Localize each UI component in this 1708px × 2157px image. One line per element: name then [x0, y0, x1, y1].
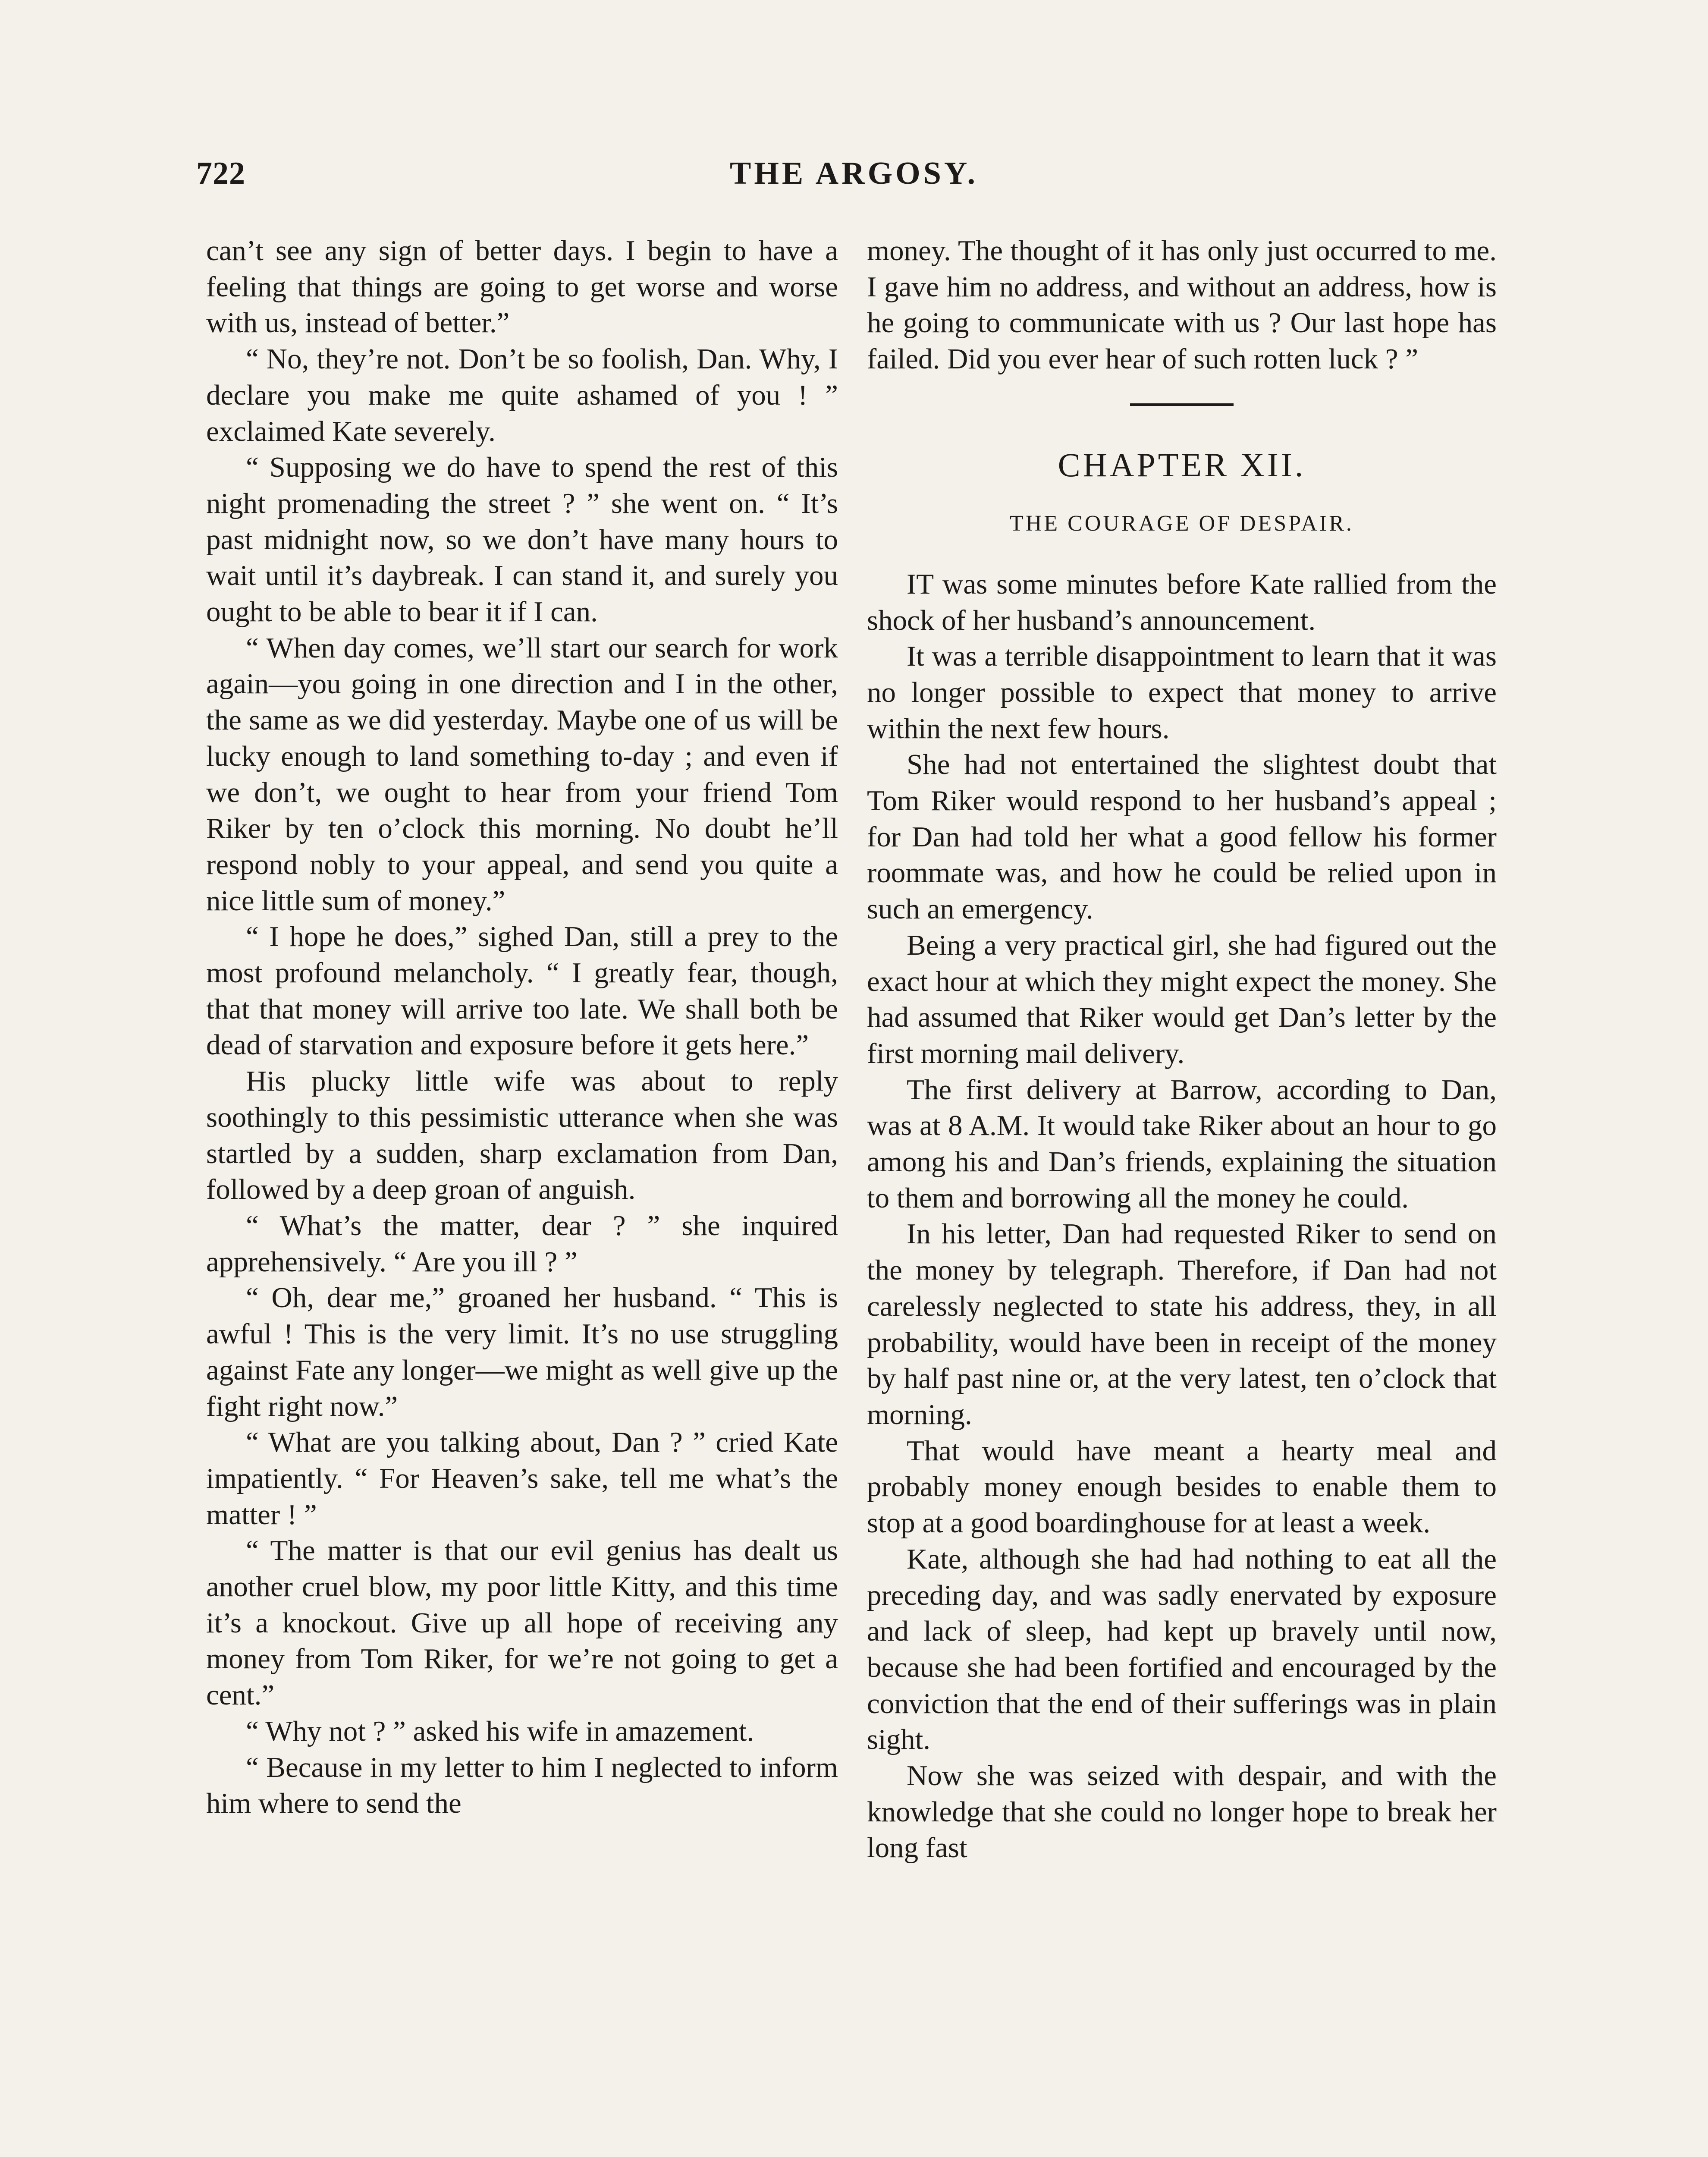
paragraph: Being a very practical girl, she had figured out the exact hour at which they might expect the money. She had assumed that Riker would get Dan’s letter by the first morning mail delivery. [867, 929, 1497, 1069]
page-number: 722 [196, 156, 245, 191]
paragraph: “ I hope he does,” sighed Dan, still a prey to the most profound melancholy. “ I greatly fear, though, that that money will arrive too late. We shall both be dead of starvation and exposure before it gets here.” [206, 921, 838, 1061]
paragraph: “ What are you talking about, Dan ? ” cried Kate impatiently. “ For Heaven’s sake, tell me what’s the matter ! ” [206, 1426, 838, 1531]
paragraph: In his letter, Dan had requested Riker to send on the money by telegraph. Therefore, if Dan had not carelessly neglected to state his address, they, in all probability, would have been in receipt of the money by half past nine or, at the very latest, ten o’clock that morning. [867, 1218, 1497, 1431]
paragraph: IT was some minutes before Kate rallied from the shock of her husband’s announcement. [867, 568, 1497, 636]
chapter-subtitle: THE COURAGE OF DESPAIR. [1010, 511, 1354, 536]
paragraph: “ Because in my letter to him I neglected to inform him where to send the [206, 1751, 838, 1820]
paragraph: can’t see any sign of better days. I begin to have a feeling that things are going to get worse and worse with us, instead of better.” [206, 235, 838, 339]
section-divider [1130, 403, 1234, 406]
paragraph: It was a terrible disappointment to learn that it was no longer possible to expect that money to arrive within the next few hours. [867, 640, 1497, 745]
paragraph: His plucky little wife was about to reply soothingly to this pessimistic utterance when she was startled by a sudden, sharp exclamation from Dan, followed by a deep groan of anguish. [206, 1065, 838, 1206]
paragraph: “ When day comes, we’ll start our search for work again—you going in one direction and I in the other, the same as we did yesterday. Maybe one of us will be lucky enough to land something to-day ; and even if we don’t, we ought to hear from your friend Tom Riker by ten o’clock this morning. No doubt he’ll respond nobly to your appeal, and send you quite a nice little sum of money.” [206, 632, 838, 917]
paragraph: The first delivery at Barrow, according to Dan, was at 8 A.M. It would take Riker about an hour to go among his and Dan’s friends, explaining the situation to them and borrowing all the money he could. [867, 1073, 1497, 1214]
paragraph: “ Why not ? ” asked his wife in amazement. [246, 1715, 754, 1747]
paragraph: “ No, they’re not. Don’t be so foolish, Dan. Why, I declare you make me quite ashamed of you ! ” exclaimed Kate severely. [206, 343, 838, 447]
paragraph: Now she was seized with despair, and with the knowledge that she could no longer hope to break her long fast [867, 1760, 1497, 1864]
paragraph: She had not entertained the slightest doubt that Tom Riker would respond to her husband’s appeal ; for Dan had told her what a good fellow his former roommate was, and how he could be relied upon in such an emergency. [867, 748, 1497, 925]
left-column [206, 233, 838, 1822]
right-column [867, 233, 1497, 1866]
paragraph: “ The matter is that our evil genius has dealt us another cruel blow, my poor little Kitty, and this time it’s a knockout. Give up all hope of receiving any money from Tom Riker, for we’re not going to get a cent.” [206, 1534, 838, 1711]
chapter-title: CHAPTER XII. [1058, 446, 1306, 484]
paragraph: “ Supposing we do have to spend the rest of this night promenading the street ? ” she went on. “ It’s past midnight now, so we don’t have many hours to wait until it’s daybreak. I can stand it, and surely you ought to be able to bear it if I can. [206, 451, 838, 628]
paragraph: “ What’s the matter, dear ? ” she inquired apprehensively. “ Are you ill ? ” [206, 1209, 838, 1278]
running-head: THE ARGOSY. [730, 156, 978, 191]
paragraph: Kate, although she had had nothing to eat all the preceding day, and was sadly enervated by exposure and lack of sleep, had kept up bravely until now, because she had been fortified and encouraged by the conviction that the end of their sufferings was in plain sight. [867, 1543, 1497, 1756]
paragraph: That would have meant a hearty meal and probably money enough besides to enable them to stop at a good boardinghouse for at least a week. [867, 1434, 1497, 1539]
paragraph: “ Oh, dear me,” groaned her husband. “ This is awful ! This is the very limit. It’s no use struggling against Fate any longer—we might as well give up the fight right now.” [206, 1282, 838, 1422]
paragraph: money. The thought of it has only just occurred to me. I gave him no address, and without an address, how is he going to communicate with us ? Our last hope has failed. Did you ever hear of such rotten luck ? ” [867, 235, 1497, 375]
